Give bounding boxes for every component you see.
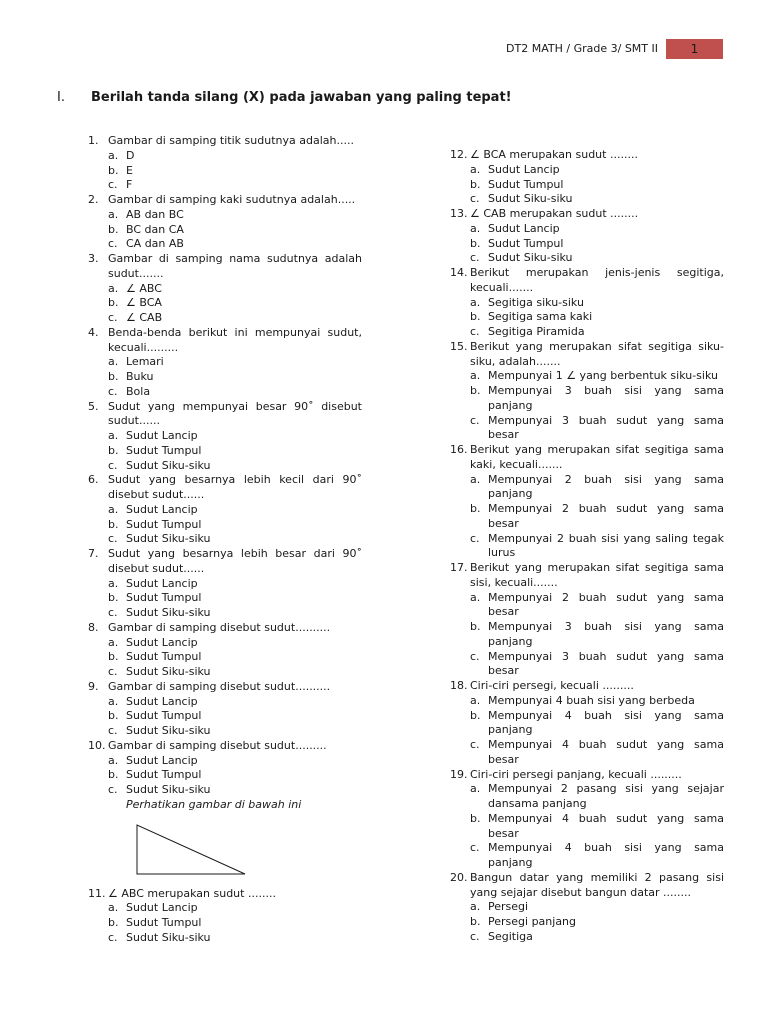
option-letter: b. [470, 811, 481, 825]
option-text: Sudut Lancip [126, 502, 198, 516]
answer-option[interactable] [108, 650, 362, 665]
answer-option[interactable] [470, 694, 724, 709]
question-text: Ciri-ciri persegi, kecuali ......... [470, 679, 634, 692]
option-text: Sudut Siku-siku [126, 783, 211, 796]
option-letter: a. [470, 472, 481, 486]
option-text: Sudut Tumpul [126, 591, 202, 605]
question [88, 134, 362, 149]
option-text: Mempunyai 4 buah sudut yang sama besar [488, 811, 724, 840]
answer-option[interactable] [108, 577, 362, 592]
question-text: Bangun datar yang memiliki 2 pasang sisi yang sejajar disebut bangun datar ........ [470, 870, 724, 899]
answer-option[interactable] [108, 429, 362, 444]
option-text: Persegi panjang [488, 915, 577, 928]
option-text: Mempunyai 4 buah sisi yang sama panjang [488, 708, 724, 737]
question-number: 7. [88, 547, 99, 560]
option-text: Mempunyai 4 buah sisi yang sama panjang [488, 841, 724, 869]
question-number: 15. [450, 339, 468, 353]
answer-option[interactable] [108, 223, 362, 238]
option-text: Mempunyai 3 buah sudut yang sama besar [488, 649, 724, 678]
option-letter: b. [108, 222, 119, 236]
question-number: 3. [88, 252, 99, 265]
question [450, 871, 724, 901]
answer-option[interactable] [108, 665, 362, 680]
option-letter: b. [470, 502, 481, 515]
answer-option[interactable] [470, 414, 724, 444]
option-text: Sudut Tumpul [488, 177, 564, 191]
option-letter: c. [470, 325, 480, 338]
option-letter: a. [108, 502, 119, 516]
option-text: CA dan AB [126, 237, 184, 251]
option-letter: a. [470, 782, 481, 796]
option-text: Sudut Tumpul [126, 916, 202, 929]
option-text: Segitiga [488, 929, 533, 943]
option-text: Mempunyai 2 buah sudut yang sama besar [488, 590, 724, 619]
answer-option[interactable] [108, 149, 362, 164]
option-text: E [126, 163, 133, 177]
answer-option[interactable] [470, 296, 724, 311]
option-letter: b. [470, 620, 481, 633]
option-text: AB dan BC [126, 207, 184, 221]
question-number: 9. [88, 679, 99, 693]
option-text: Sudut Siku-siku [488, 192, 573, 206]
question-text: Benda-benda berikut ini mempunyai sudut, kecuali......... [108, 325, 362, 354]
option-letter: b. [470, 708, 481, 722]
answer-option[interactable] [108, 695, 362, 710]
question-text: Berikut yang merupakan sifat segitiga siku-siku, adalah....... [470, 339, 724, 368]
question-text: Gambar di samping nama sudutnya adalah sudut....... [108, 252, 362, 280]
option-letter: c. [108, 665, 118, 678]
answer-option[interactable] [108, 636, 362, 651]
option-text: BC dan CA [126, 222, 184, 236]
question-text: Sudut yang besarnya lebih kecil dari 90˚ disebut sudut...... [108, 473, 362, 501]
answer-option[interactable] [470, 812, 724, 842]
option-letter: a. [470, 369, 481, 383]
question-number: 12. [450, 148, 468, 161]
option-text: Sudut Tumpul [126, 709, 202, 723]
option-letter: c. [108, 237, 118, 251]
option-text: Sudut Siku-siku [126, 458, 211, 472]
answer-option[interactable] [108, 370, 362, 385]
left-column [88, 134, 362, 946]
question-number: 4. [88, 325, 99, 339]
answer-option[interactable] [470, 650, 724, 680]
option-letter: a. [470, 162, 481, 176]
question-number: 5. [88, 399, 99, 413]
question-number: 17. [450, 561, 468, 574]
option-letter: a. [108, 281, 119, 295]
option-letter: a. [108, 635, 119, 649]
option-text: F [126, 178, 133, 192]
option-letter: c. [108, 458, 118, 472]
option-letter: b. [108, 916, 119, 929]
option-letter: a. [470, 590, 481, 604]
option-letter: c. [108, 532, 118, 546]
question-text: ∠ ABC merupakan sudut ........ [108, 886, 276, 900]
answer-option[interactable] [470, 192, 724, 207]
option-text: Sudut Siku-siku [126, 665, 211, 678]
question [88, 547, 362, 577]
option-text: Sudut Siku-siku [126, 532, 211, 546]
question [450, 266, 724, 296]
question-text: Gambar di samping disebut sudut.......... [108, 620, 331, 634]
question [88, 252, 362, 282]
option-letter: b. [470, 236, 481, 250]
answer-option[interactable] [108, 385, 362, 400]
answer-option[interactable] [108, 355, 362, 370]
option-letter: b. [108, 370, 119, 383]
option-letter: c. [470, 738, 480, 751]
question-text: Berikut yang merupakan sifat segitiga sama kaki, kecuali....... [470, 443, 724, 471]
right-column [450, 148, 724, 945]
question-text: Gambar di samping disebut sudut.......... [108, 679, 331, 693]
answer-option[interactable] [470, 532, 724, 562]
option-text: Lemari [126, 355, 164, 369]
section-title: Berilah tanda silang (X) pada jawaban yang paling tepat! [91, 90, 512, 105]
option-letter: a. [108, 355, 119, 369]
question [88, 193, 362, 208]
option-text: Mempunyai 3 buah sisi yang sama panjang [488, 620, 724, 648]
answer-option[interactable] [108, 518, 362, 533]
answer-option[interactable] [108, 754, 362, 769]
right-triangle-drawing [136, 824, 248, 876]
option-text: Mempunyai 2 buah sudut yang sama besar [488, 502, 724, 530]
answer-option[interactable] [108, 311, 362, 326]
answer-option[interactable] [108, 916, 362, 931]
question-number: 8. [88, 620, 99, 634]
answer-option[interactable] [108, 296, 362, 311]
option-letter: b. [108, 650, 119, 664]
answer-option[interactable] [470, 251, 724, 266]
answer-option[interactable] [108, 532, 362, 547]
option-text: ∠ BCA [126, 296, 162, 310]
question-number: 13. [450, 207, 468, 220]
question-number: 16. [450, 443, 468, 456]
option-letter: a. [108, 753, 119, 767]
option-letter: c. [470, 413, 480, 427]
answer-option[interactable] [108, 901, 362, 916]
question [88, 887, 362, 902]
option-text: Sudut Siku-siku [488, 251, 573, 265]
option-letter: c. [108, 930, 118, 944]
answer-option[interactable] [108, 709, 362, 724]
question-number: 19. [450, 767, 468, 781]
option-letter: a. [108, 429, 119, 442]
option-letter: c. [108, 606, 118, 619]
answer-option[interactable] [470, 473, 724, 503]
option-letter: c. [470, 192, 480, 206]
option-text: ∠ ABC [126, 281, 162, 295]
section-number: I. [57, 90, 65, 105]
option-text: Mempunyai 4 buah sisi yang berbeda [488, 693, 695, 707]
answer-option[interactable] [470, 709, 724, 739]
header-title: DT2 MATH / Grade 3/ SMT II [506, 42, 658, 55]
answer-option[interactable] [108, 208, 362, 223]
question-text: Sudut yang besarnya lebih besar dari 90˚ disebut sudut...... [108, 547, 362, 575]
answer-option[interactable] [470, 384, 724, 414]
section-heading [57, 89, 737, 107]
page-number-badge: 1 [666, 39, 723, 59]
option-letter: a. [108, 576, 119, 590]
option-text: Mempunyai 2 buah sisi yang sama panjang [488, 472, 724, 501]
option-letter: c. [470, 531, 480, 545]
option-text: Sudut Siku-siku [126, 606, 211, 619]
question-number: 20. [450, 870, 468, 884]
question-text: Ciri-ciri persegi panjang, kecuali ......... [470, 767, 682, 781]
question [450, 340, 724, 370]
option-text: Sudut Tumpul [126, 443, 202, 457]
option-letter: b. [108, 443, 119, 457]
answer-option[interactable] [108, 768, 362, 783]
question-text: ∠ BCA merupakan sudut ........ [470, 148, 638, 161]
option-letter: b. [108, 163, 119, 177]
question [450, 679, 724, 694]
option-text: Sudut Siku-siku [126, 930, 211, 944]
option-text: Mempunyai 4 buah sudut yang sama besar [488, 738, 724, 766]
option-text: Sudut Lancip [488, 221, 560, 235]
question-text: Berikut merupakan jenis-jenis segitiga, kecuali....... [470, 266, 724, 294]
option-letter: a. [108, 694, 119, 708]
question-number: 2. [88, 193, 99, 206]
option-letter: b. [470, 310, 481, 324]
question [450, 443, 724, 473]
question-text: Berikut yang merupakan sifat segitiga sama sisi, kecuali....... [470, 561, 724, 589]
answer-option[interactable] [470, 930, 724, 945]
question [450, 148, 724, 163]
answer-option[interactable] [470, 325, 724, 340]
question-number: 18. [450, 679, 468, 692]
answer-option[interactable] [108, 282, 362, 297]
option-text: Bola [126, 384, 151, 398]
option-letter: b. [108, 768, 119, 782]
option-letter: a. [470, 295, 481, 309]
option-text: Sudut Tumpul [126, 768, 202, 782]
question [450, 561, 724, 591]
option-letter: a. [108, 148, 119, 162]
option-text: Sudut Tumpul [126, 650, 202, 664]
question [88, 400, 362, 430]
option-text: ∠ CAB [126, 311, 163, 324]
answer-option[interactable] [108, 783, 362, 798]
question [450, 768, 724, 783]
option-text: Sudut Tumpul [488, 236, 564, 250]
question [450, 207, 724, 222]
triangle-figure [88, 813, 362, 887]
figure-note: Perhatikan gambar di bawah ini [126, 797, 302, 811]
option-letter: b. [108, 709, 119, 723]
option-letter: c. [470, 251, 480, 265]
option-letter: c. [108, 384, 118, 398]
option-text: Segitiga Piramida [488, 325, 585, 338]
option-text: Sudut Lancip [488, 162, 560, 176]
question [88, 739, 362, 754]
answer-option[interactable] [108, 459, 362, 474]
question-text: Gambar di samping titik sudutnya adalah..... [108, 134, 354, 147]
question-number: 6. [88, 473, 99, 487]
option-text: Sudut Lancip [126, 753, 198, 767]
option-text: Sudut Lancip [126, 694, 198, 708]
option-text: Sudut Lancip [126, 635, 198, 649]
question-number: 1. [88, 134, 99, 147]
answer-option[interactable] [470, 178, 724, 193]
option-letter: c. [470, 841, 480, 855]
answer-option[interactable] [108, 178, 362, 193]
answer-option[interactable] [470, 841, 724, 871]
option-text: Sudut Lancip [126, 901, 198, 915]
answer-option[interactable] [470, 915, 724, 930]
question [88, 326, 362, 356]
option-letter: c. [108, 724, 118, 737]
answer-option[interactable] [470, 237, 724, 252]
question-number: 11. [88, 886, 106, 900]
answer-option[interactable] [108, 591, 362, 606]
option-text: Mempunyai 2 buah sisi yang saling tegak lurus [488, 531, 724, 560]
option-letter: a. [108, 901, 119, 915]
answer-option[interactable] [470, 310, 724, 325]
option-text: Segitiga sama kaki [488, 310, 593, 324]
question [88, 473, 362, 503]
answer-option[interactable] [470, 222, 724, 237]
option-letter: a. [108, 207, 119, 221]
question-number: 10. [88, 738, 106, 752]
option-text: Mempunyai 3 buah sisi yang sama panjang [488, 384, 724, 412]
option-letter: c. [108, 178, 118, 192]
option-text: Segitiga siku-siku [488, 295, 584, 309]
answer-option[interactable] [470, 591, 724, 621]
answer-option[interactable] [108, 237, 362, 252]
option-text: Mempunyai 3 buah sudut yang sama besar [488, 413, 724, 442]
answer-option[interactable] [108, 164, 362, 179]
option-letter: b. [470, 384, 481, 397]
option-letter: c. [470, 929, 480, 943]
question-text: Gambar di samping kaki sudutnya adalah..... [108, 193, 356, 206]
answer-option[interactable] [108, 503, 362, 518]
option-letter: b. [470, 177, 481, 191]
option-text: Sudut Lancip [126, 576, 198, 590]
option-letter: b. [108, 591, 119, 605]
option-letter: a. [470, 693, 481, 707]
option-text: Buku [126, 370, 154, 383]
question-text: Gambar di samping disebut sudut......... [108, 738, 327, 752]
option-letter: a. [470, 900, 481, 914]
option-letter: b. [108, 517, 119, 531]
question [88, 680, 362, 695]
question-text: ∠ CAB merupakan sudut ........ [470, 207, 639, 220]
option-letter: b. [108, 296, 119, 310]
answer-option[interactable] [108, 724, 362, 739]
answer-option[interactable] [108, 444, 362, 459]
answer-option[interactable] [470, 163, 724, 178]
option-letter: c. [470, 649, 480, 663]
question [88, 621, 362, 636]
answer-option[interactable] [470, 620, 724, 650]
option-letter: a. [470, 221, 481, 235]
option-text: Sudut Lancip [126, 429, 198, 442]
answer-option[interactable] [470, 502, 724, 532]
question-number: 14. [450, 266, 468, 279]
answer-option[interactable] [108, 606, 362, 621]
option-text: Sudut Siku-siku [126, 724, 211, 737]
answer-option[interactable] [108, 931, 362, 946]
option-text: Persegi [488, 900, 529, 914]
option-text: Mempunyai 2 pasang sisi yang sejajar dansama panjang [488, 782, 724, 810]
option-letter: b. [470, 915, 481, 928]
answer-option[interactable] [470, 900, 724, 915]
question-text: Sudut yang mempunyai besar 90˚ disebut sudut...... [108, 399, 362, 428]
answer-option[interactable] [470, 782, 724, 812]
option-text: Mempunyai 1 ∠ yang berbentuk siku-siku [488, 369, 718, 383]
answer-option[interactable] [470, 738, 724, 768]
option-text: Sudut Tumpul [126, 517, 202, 531]
answer-option[interactable] [470, 369, 724, 384]
option-letter: c. [108, 783, 118, 796]
option-letter: c. [108, 311, 118, 324]
option-text: D [126, 148, 135, 162]
